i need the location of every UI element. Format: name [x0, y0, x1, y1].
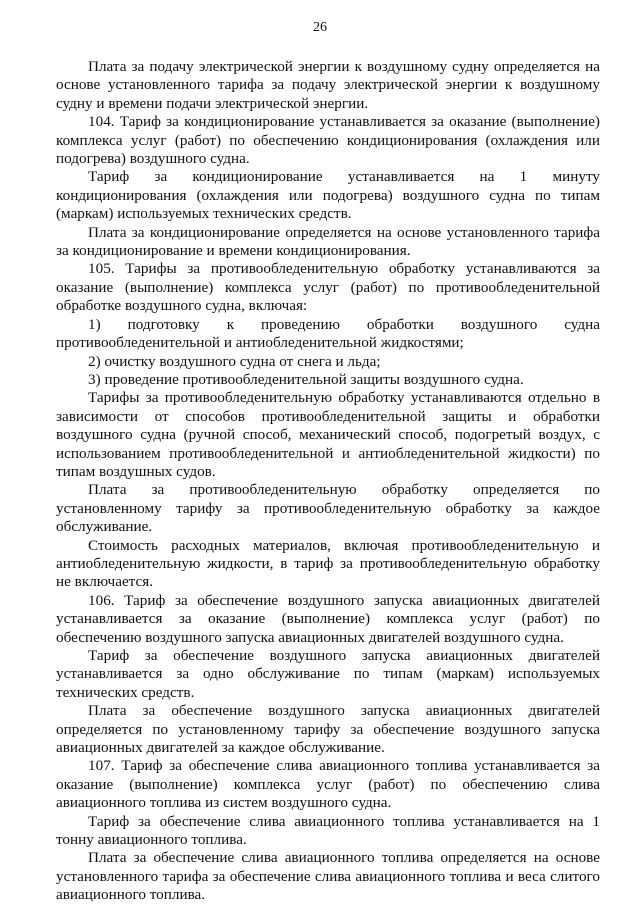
paragraph-deicing-methods: Тарифы за противообледенительную обработку устанавливаются отдельно в зависимости от способов противообледенительной защиты и обработки воздушного судна (ручной способ, механический способ, подогретый воздух, с использованием противообледенительной и антиобледенительной жидкости) по типам воздушных судов.: [56, 389, 600, 480]
paragraph-107-fuel-drain-tariff: 107. Тариф за обеспечение слива авиационного топлива устанавливается за оказание (выполнение) комплекса услуг (работ) по обеспечению слива авиационного топлива из систем воздушного судна.: [56, 757, 600, 812]
paragraph-fuel-drain-tariff-unit: Тариф за обеспечение слива авиационного топлива устанавливается на 1 тонну авиационного топлива.: [56, 812, 600, 849]
paragraph-105-deicing-tariffs: 105. Тарифы за противообледенительную обработку устанавливаются за оказание (выполнение) комплекса услуг (работ) по противообледенительной обработке воздушного судна, включая:: [56, 260, 600, 315]
list-item-3-protection: 3) проведение противообледенительной защиты воздушного судна.: [88, 370, 524, 388]
paragraph-electric-fee: Плата за подачу электрической энергии к воздушному судну определяется на основе установленного тарифа за подачу электрической энергии к воздушному судну и времени подачи электрической энергии.: [56, 58, 600, 112]
paragraph-deicing-fee: Плата за противообледенительную обработку определяется по установленному тарифу за противообледенительную обработку за каждое обслуживание.: [56, 481, 600, 536]
page-number: 26: [313, 20, 327, 35]
paragraph-conditioning-tariff-unit: Тариф за кондиционирование устанавливается на 1 минуту кондиционирования (охлаждения или подогрева) воздушного судна по типам (маркам) используемых технических средств.: [56, 168, 600, 223]
list-item-2-cleaning: 2) очистку воздушного судна от снега и льда;: [88, 352, 381, 370]
paragraph-fuel-drain-fee: Плата за обеспечение слива авиационного топлива определяется на основе установленного тарифа за обеспечение слива авиационного топлива и веса слитого авиационного топлива.: [56, 849, 600, 904]
paragraph-consumables-cost: Стоимость расходных материалов, включая противообледенительную и антиобледенительную жидкости, в тариф за противообледенительную обработку не включается.: [56, 536, 600, 591]
list-item-1-preparation: 1) подготовку к проведению обработки воздушного судна противообледенительной и антиобледенительной жидкостями;: [56, 315, 600, 352]
paragraph-104-conditioning-tariff: 104. Тариф за кондиционирование устанавливается за оказание (выполнение) комплекса услуг (работ) по обеспечению кондиционирования (охлаждения или подогрева) воздушного судна.: [56, 113, 600, 168]
paragraph-air-start-tariff-unit: Тариф за обеспечение воздушного запуска авиационных двигателей устанавливается за одно обслуживание по типам (маркам) используемых технических средств.: [56, 647, 600, 701]
document-body: [56, 58, 600, 905]
paragraph-106-air-start-tariff: 106. Тариф за обеспечение воздушного запуска авиационных двигателей устанавливается за оказание (выполнение) комплекса услуг (работ) по обеспечению воздушного запуска авиационных двигателей воздушного судна.: [56, 591, 600, 646]
paragraph-conditioning-fee: Плата за кондиционирование определяется на основе установленного тарифа за кондиционирование и времени кондиционирования.: [56, 223, 600, 260]
paragraph-air-start-fee: Плата за обеспечение воздушного запуска авиационных двигателей определяется по установленному тарифу за обеспечение воздушного запуска авиационных двигателей за каждое обслуживание.: [56, 702, 600, 757]
